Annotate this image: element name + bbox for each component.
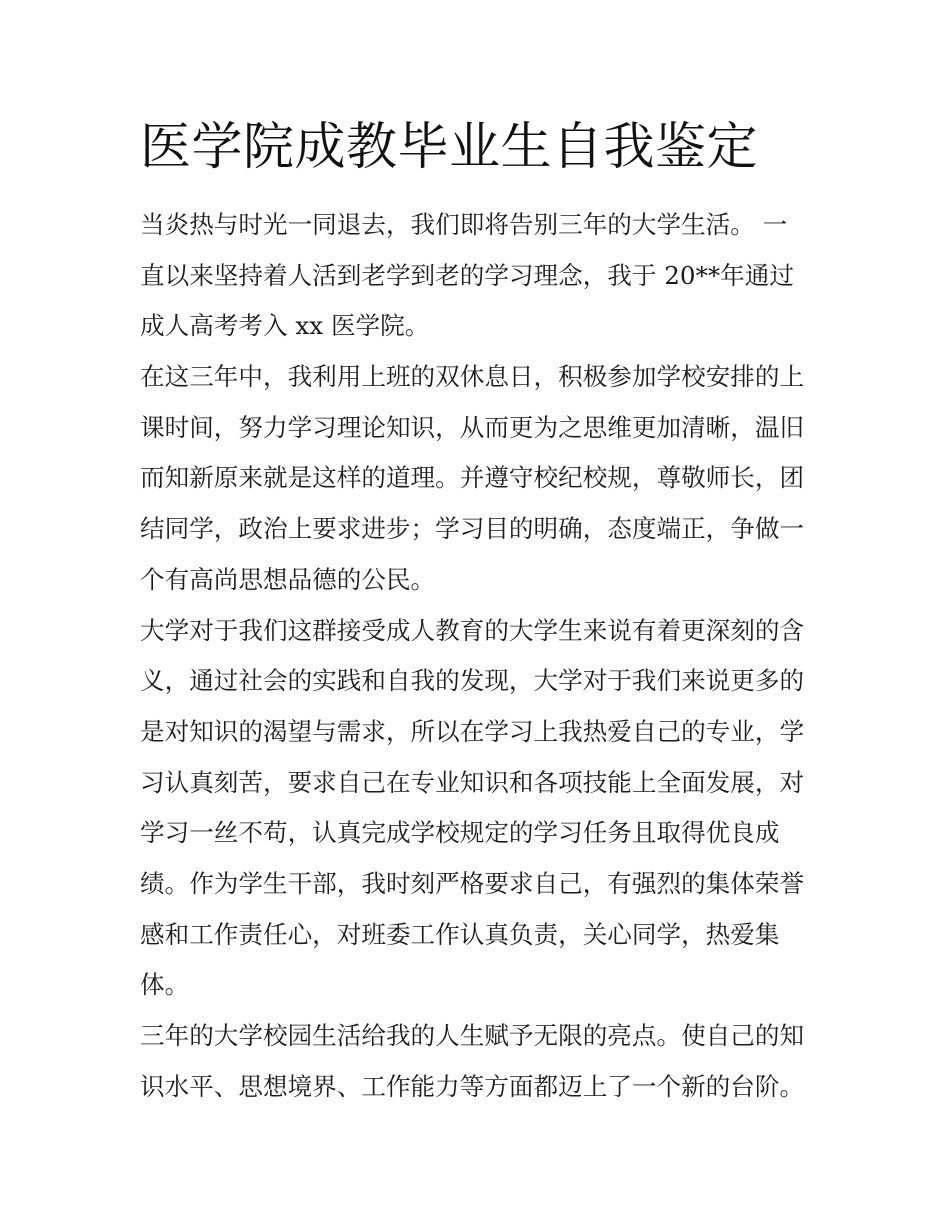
document-title: 医学院成教毕业生自我鉴定 bbox=[140, 118, 759, 177]
text-line: 识水平、思想境界、工作能力等方面都迈上了一个新的台阶。 bbox=[140, 1071, 805, 1101]
text-line: 绩。作为学生干部，我时刻严格要求自己，有强烈的集体荣誉 bbox=[140, 868, 805, 898]
document-body bbox=[140, 200, 812, 1112]
text-line: 当炎热与时光一同退去，我们即将告别三年的大学生活。 一 bbox=[140, 210, 788, 239]
text-line: 直以来坚持着人活到老学到老的学习理念，我于 20**年通过 bbox=[140, 260, 794, 290]
text-line: 成人高考考入 xx 医学院。 bbox=[140, 311, 430, 341]
text-line: 义，通过社会的实践和自我的发现，大学对于我们来说更多的 bbox=[140, 666, 805, 696]
text-line: 是对知识的渴望与需求，所以在学习上我热爱自己的专业，学 bbox=[140, 716, 805, 746]
text-line: 体。 bbox=[140, 970, 190, 1000]
text-line: 而知新原来就是这样的道理。并遵守校纪校规，尊敬师长，团 bbox=[140, 463, 805, 493]
text-line: 大学对于我们这群接受成人教育的大学生来说有着更深刻的含 bbox=[140, 615, 805, 645]
text-line: 在这三年中，我利用上班的双休息日，积极参加学校安排的上 bbox=[140, 362, 805, 392]
text-line: 三年的大学校园生活给我的人生赋予无限的亮点。使自己的知 bbox=[140, 1021, 805, 1050]
text-line: 学习一丝不苟，认真完成学校规定的学习任务且取得优良成 bbox=[140, 818, 780, 848]
text-line: 感和工作责任心，对班委工作认真负责，关心同学，热爱集 bbox=[140, 919, 780, 949]
text-line: 习认真刻苦，要求自己在专业知识和各项技能上全面发展，对 bbox=[140, 767, 805, 797]
text-line: 个有高尚思想品德的公民。 bbox=[140, 564, 436, 594]
text-line: 课时间，努力学习理论知识，从而更为之思维更加清晰，温旧 bbox=[140, 412, 805, 442]
text-line: 结同学，政治上要求进步；学习目的明确，态度端正，争做一 bbox=[140, 514, 805, 544]
